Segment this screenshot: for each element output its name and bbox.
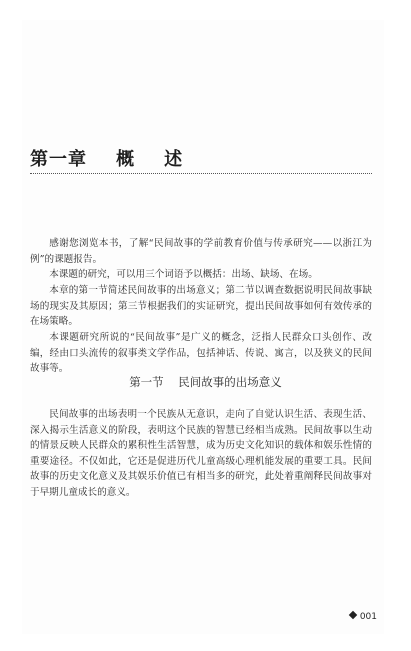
intro-paragraph-2: 本课题的研究，可以用三个词语予以概括：出场、缺场、在场。 — [49, 269, 318, 280]
chapter-title: 第一章 概 述 — [30, 149, 184, 170]
page-number — [350, 612, 377, 622]
intro-paragraph-3: 本章的第一节简述民间故事的出场意义；第二节以调查数据说明民间故事缺场的现实及其原因；第三节根据我们的实证研究，提出民间故事如何有效传承的在场策略。 — [30, 285, 372, 328]
intro-paragraph-1: 感谢您浏览本书，了解“民间故事的学前教育价值与传承研究——以浙江为例”的课题报告。 — [30, 238, 372, 265]
page-number-text: 001 — [359, 612, 377, 622]
title-divider — [30, 173, 372, 174]
section-paragraph-1: 民间故事的出场表明一个民族从无意识，走向了自觉认识生活、表现生活、深入揭示生活意义的阶段，表明这个民族的智慧已经相当成熟。民间故事以生动的情景反映人民群众的累积性生活智慧，成为历史文化知识的载体和娱乐性情的重要途径。不仅如此，它还是促进历代儿童高级心理机能发展的重要工具。民间故事的历史文化意义及其娱乐价值已有相当多的研究，此处着重阐释民间故事对于早期儿童成长的意义。 — [30, 409, 372, 498]
diamond-icon — [349, 611, 357, 619]
intro-paragraph-4: 本课题研究所说的“民间故事”是广义的概念，泛指人民群众口头创作、改编，经由口头流传的叙事类文学作品，包括神话、传说、寓言，以及狭义的民间故事等。 — [30, 332, 372, 375]
section-title: 第一节 民间故事的出场意义 — [129, 375, 282, 389]
